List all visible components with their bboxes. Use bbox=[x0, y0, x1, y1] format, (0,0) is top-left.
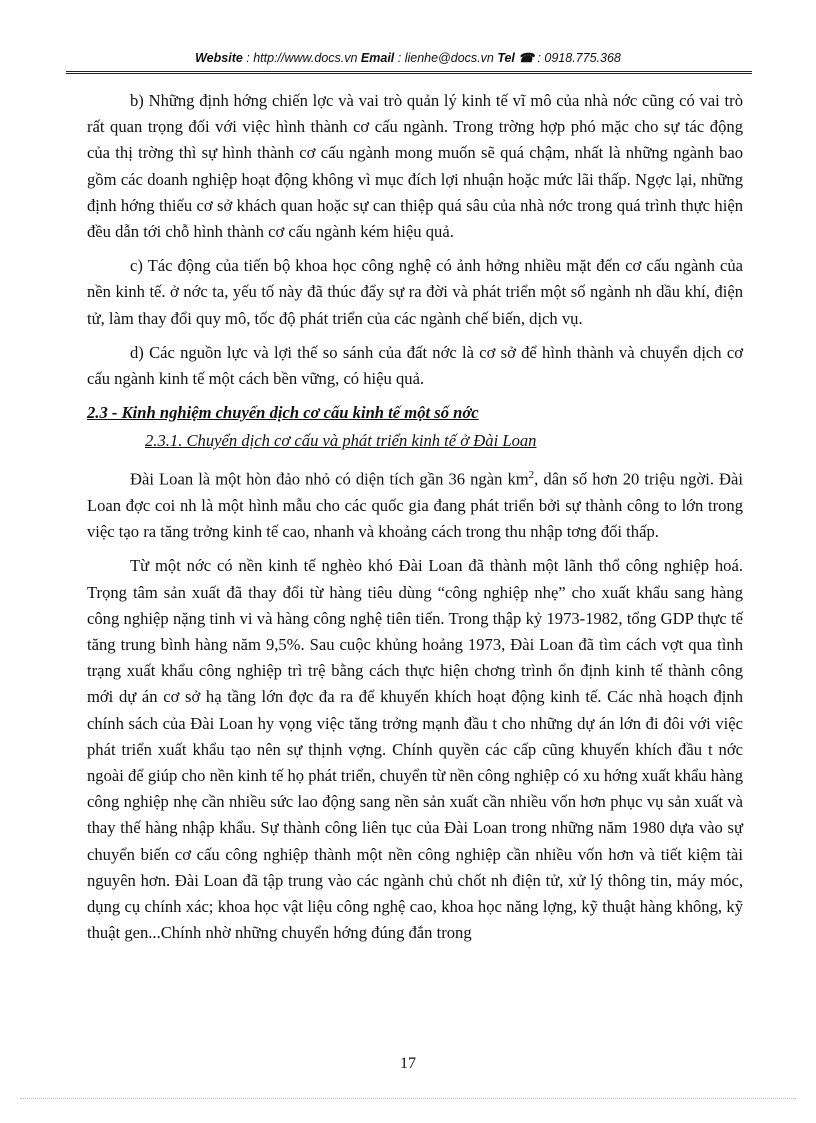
website-label: Website bbox=[195, 51, 243, 65]
email-address[interactable]: : lienhe@docs.vn bbox=[394, 51, 498, 65]
paragraph-taiwan-intro-a: Đài Loan là một hòn đảo nhỏ có diện tích gần 36 ngàn km bbox=[130, 469, 529, 489]
paragraph-taiwan-industrialization: Từ một nớc có nền kinh tế nghèo khó Đài Loan đã thành một lãnh thổ công nghiệp hoá. Trọng tâm sản xuất đã thay đổi từ hàng tiêu dùng “công nghiệp nhẹ” cho xuất khẩu sang hàng công nghiệp nặng tinh vi và hàng công nghệ tiên tiến. Trong thập kỷ 1973-1982, tổng GDP thực tế tăng trung bình hàng năm 9,5%. Sau cuộc khủng hoảng 1973, Đài Loan đã tìm cách vợt qua tình trạng xuất khẩu công nghiệp trì trệ bằng cách thực hiện chơng trình ổn định kinh tế thành công mới dự án cơ sở hạ tầng lớn đợc đa ra để khuyến khích hoạt động kinh tế. Các nhà hoạch định chính sách của Đài Loan hy vọng việc tăng trởng mạnh đầu t cho những dự án lớn đi đôi với việc phát triển xuất khẩu tạo nên sự thịnh vợng. Chính quyền các cấp cũng khuyến khích đầu t nớc ngoài để giúp cho nền kinh tế họ phát triển, chuyển từ nền công nghiệp có xu hớng xuất khẩu hàng công nghiệp nhẹ cần nhiều sức lao động sang nền sản xuất cần nhiều vốn hơn phục vụ sản xuất và thay thế hàng nhập khẩu. Sự thành công liên tục của Đài Loan trong những năm 1980 dựa vào sự chuyển biến cơ cấu công nghiệp thành một nền công nghiệp cần nhiều vốn hơn và tiết kiệm tài nguyên hơn. Đài Loan đã tập trung vào các ngành chủ chốt nh điện tử, xử lý thông tin, máy móc, dụng cụ chính xác; khoa học vật liệu công nghệ cao, khoa học năng lợng, kỹ thuật hàng không, kỹ thuật gen...Chính nhờ những chuyển hớng đúng đắn trong bbox=[87, 556, 744, 943]
document-body bbox=[87, 88, 743, 954]
header-divider bbox=[66, 71, 752, 74]
paragraph-taiwan-intro bbox=[87, 462, 743, 545]
website-url[interactable]: : http://www.docs.vn bbox=[242, 51, 361, 65]
phone-number: : 0918.775.368 bbox=[533, 51, 621, 65]
page-number: 17 bbox=[400, 1055, 416, 1072]
superscript-2: 2 bbox=[528, 469, 535, 482]
tel-label: Tel bbox=[497, 51, 515, 65]
phone-icon: ☎ bbox=[518, 51, 534, 65]
page-bottom-divider bbox=[20, 1098, 796, 1099]
section-heading-2-3-1: 2.3.1. Chuyển dịch cơ cấu và phát triển kinh tế ở Đài Loan bbox=[145, 431, 537, 451]
paragraph-b: b) Những định hớng chiến lợc và vai trò quản lý kinh tế vĩ mô của nhà nớc cũng có vai trò rất quan trọng đối với việc hình thành cơ cấu ngành. Trong trờng hợp phó mặc cho sự tác động của thị trờng thì sự hình thành cơ cấu ngành mong muốn sẽ quá chậm, nhất là những ngành bao gồm các doanh nghiệp hoạt động không vì mục đích lợi nhuận hoặc mức lãi thấp. Ngợc lại, những định hớng thiếu cơ sở khách quan hoặc sự can thiệp quá sâu của nhà nớc trong quá trình thực hiện đều dẫn tới chỗ hình thành cơ cấu ngành kém hiệu quả. bbox=[87, 91, 743, 242]
paragraph-c: c) Tác động của tiến bộ khoa học công nghệ có ảnh hởng nhiều mặt đến cơ cấu ngành của nền kinh tế. ở nớc ta, yếu tố này đã thúc đẩy sự ra đời và phát triển một số ngành nh dầu khí, điện tử, làm thay đổi quy mô, tốc độ phát triển của các ngành chế biến, dịch vụ. bbox=[87, 256, 743, 328]
paragraph-taiwan-intro-b: , dân số hơn 20 triệu ngời. Đài Loan đợc coi nh là một hình mẫu cho các quốc gia đang phát triển bởi sự thành công to lớn trong việc tạo ra tăng trởng kinh tế cao, nhanh và khoảng cách trong thu nhập tơng đối thấp. bbox=[87, 469, 744, 542]
page-header bbox=[0, 50, 816, 65]
email-label: Email bbox=[360, 51, 395, 65]
paragraph-d: d) Các nguồn lực và lợi thế so sánh của đất nớc là cơ sở để hình thành và chuyển dịch cơ cấu ngành kinh tế một cách bền vững, có hiệu quả. bbox=[87, 342, 743, 389]
section-heading-2-3: 2.3 - Kinh nghiệm chuyển dịch cơ cấu kinh tế một số nớc bbox=[87, 403, 479, 423]
